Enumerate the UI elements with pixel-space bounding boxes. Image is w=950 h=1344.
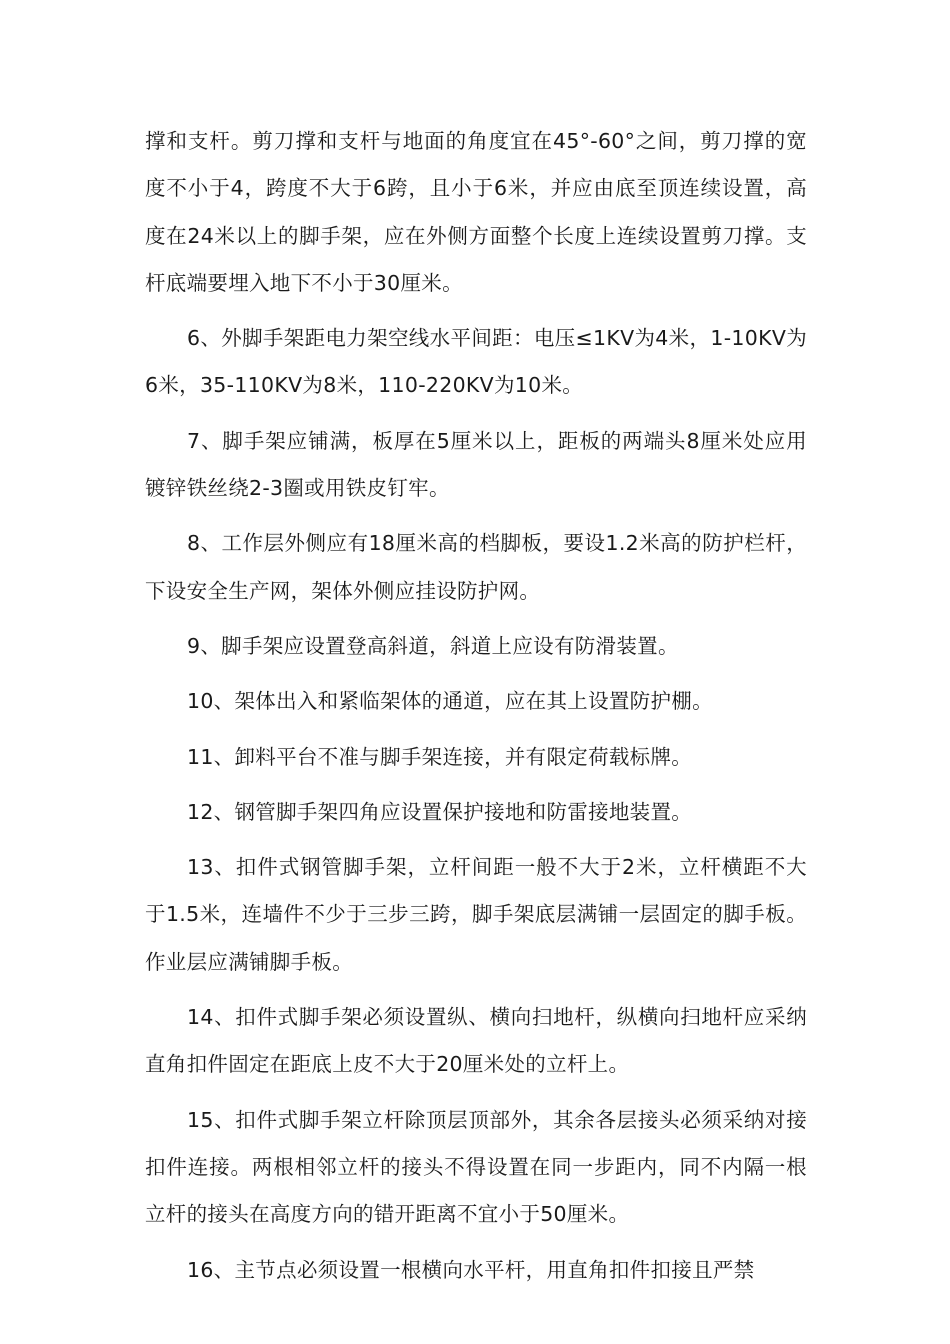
paragraph-item-6: 6、外脚手架距电力架空线水平间距：电压≤1KV为4米，1-10KV为6米，35-110KV为8米，110-220KV为10米。 xyxy=(145,326,807,398)
paragraph-item-14: 14、扣件式脚手架必须设置纵、横向扫地杆，纵横向扫地杆应采纳直角扣件固定在距底上皮不大于20厘米处的立杆上。 xyxy=(145,1005,807,1077)
paragraph-item-10: 10、架体出入和紧临架体的通道，应在其上设置防护棚。 xyxy=(187,689,713,714)
paragraph-item-12: 12、钢管脚手架四角应设置保护接地和防雷接地装置。 xyxy=(187,799,693,824)
paragraph-item-8: 8、工作层外侧应有18厘米高的档脚板，要设1.2米高的防护栏杆，下设安全生产网，架体外侧应挂设防护网。 xyxy=(145,531,807,603)
paragraph-item-16: 16、主节点必须设置一根横向水平杆，用直角扣件扣接且严禁 xyxy=(187,1257,755,1282)
paragraph-item-13: 13、扣件式钢管脚手架，立杆间距一般不大于2米，立杆横距不大于1.5米，连墙件不少于三步三跨，脚手架底层满铺一层固定的脚手板。作业层应满铺脚手板。 xyxy=(145,855,807,974)
paragraph-continuation: 撑和支杆。剪刀撑和支杆与地面的角度宜在45°-60°之间，剪刀撑的宽度不小于4，跨度不大于6跨，且小于6米，并应由底至顶连续设置，高度在24米以上的脚手架，应在外侧方面整个长度上连续设置剪刀撑。支杆底端要埋入地下不小于30厘米。 xyxy=(145,129,807,295)
paragraph-item-7: 7、脚手架应铺满，板厚在5厘米以上，距板的两端头8厘米处应用镀锌铁丝绕2-3圈或用铁皮钉牢。 xyxy=(145,428,807,501)
paragraph-item-15: 15、扣件式脚手架立杆除顶层顶部外，其余各层接头必须采纳对接扣件连接。两根相邻立杆的接头不得设置在同一步距内，同不内隔一根立杆的接头在高度方向的错开距离不宜小于50厘米。 xyxy=(145,1107,807,1227)
document-body xyxy=(145,118,807,1302)
paragraph-item-11: 11、卸料平台不准与脚手架连接，并有限定荷载标牌。 xyxy=(187,744,693,769)
paragraph-item-9: 9、脚手架应设置登高斜道，斜道上应设有防滑装置。 xyxy=(187,633,679,658)
